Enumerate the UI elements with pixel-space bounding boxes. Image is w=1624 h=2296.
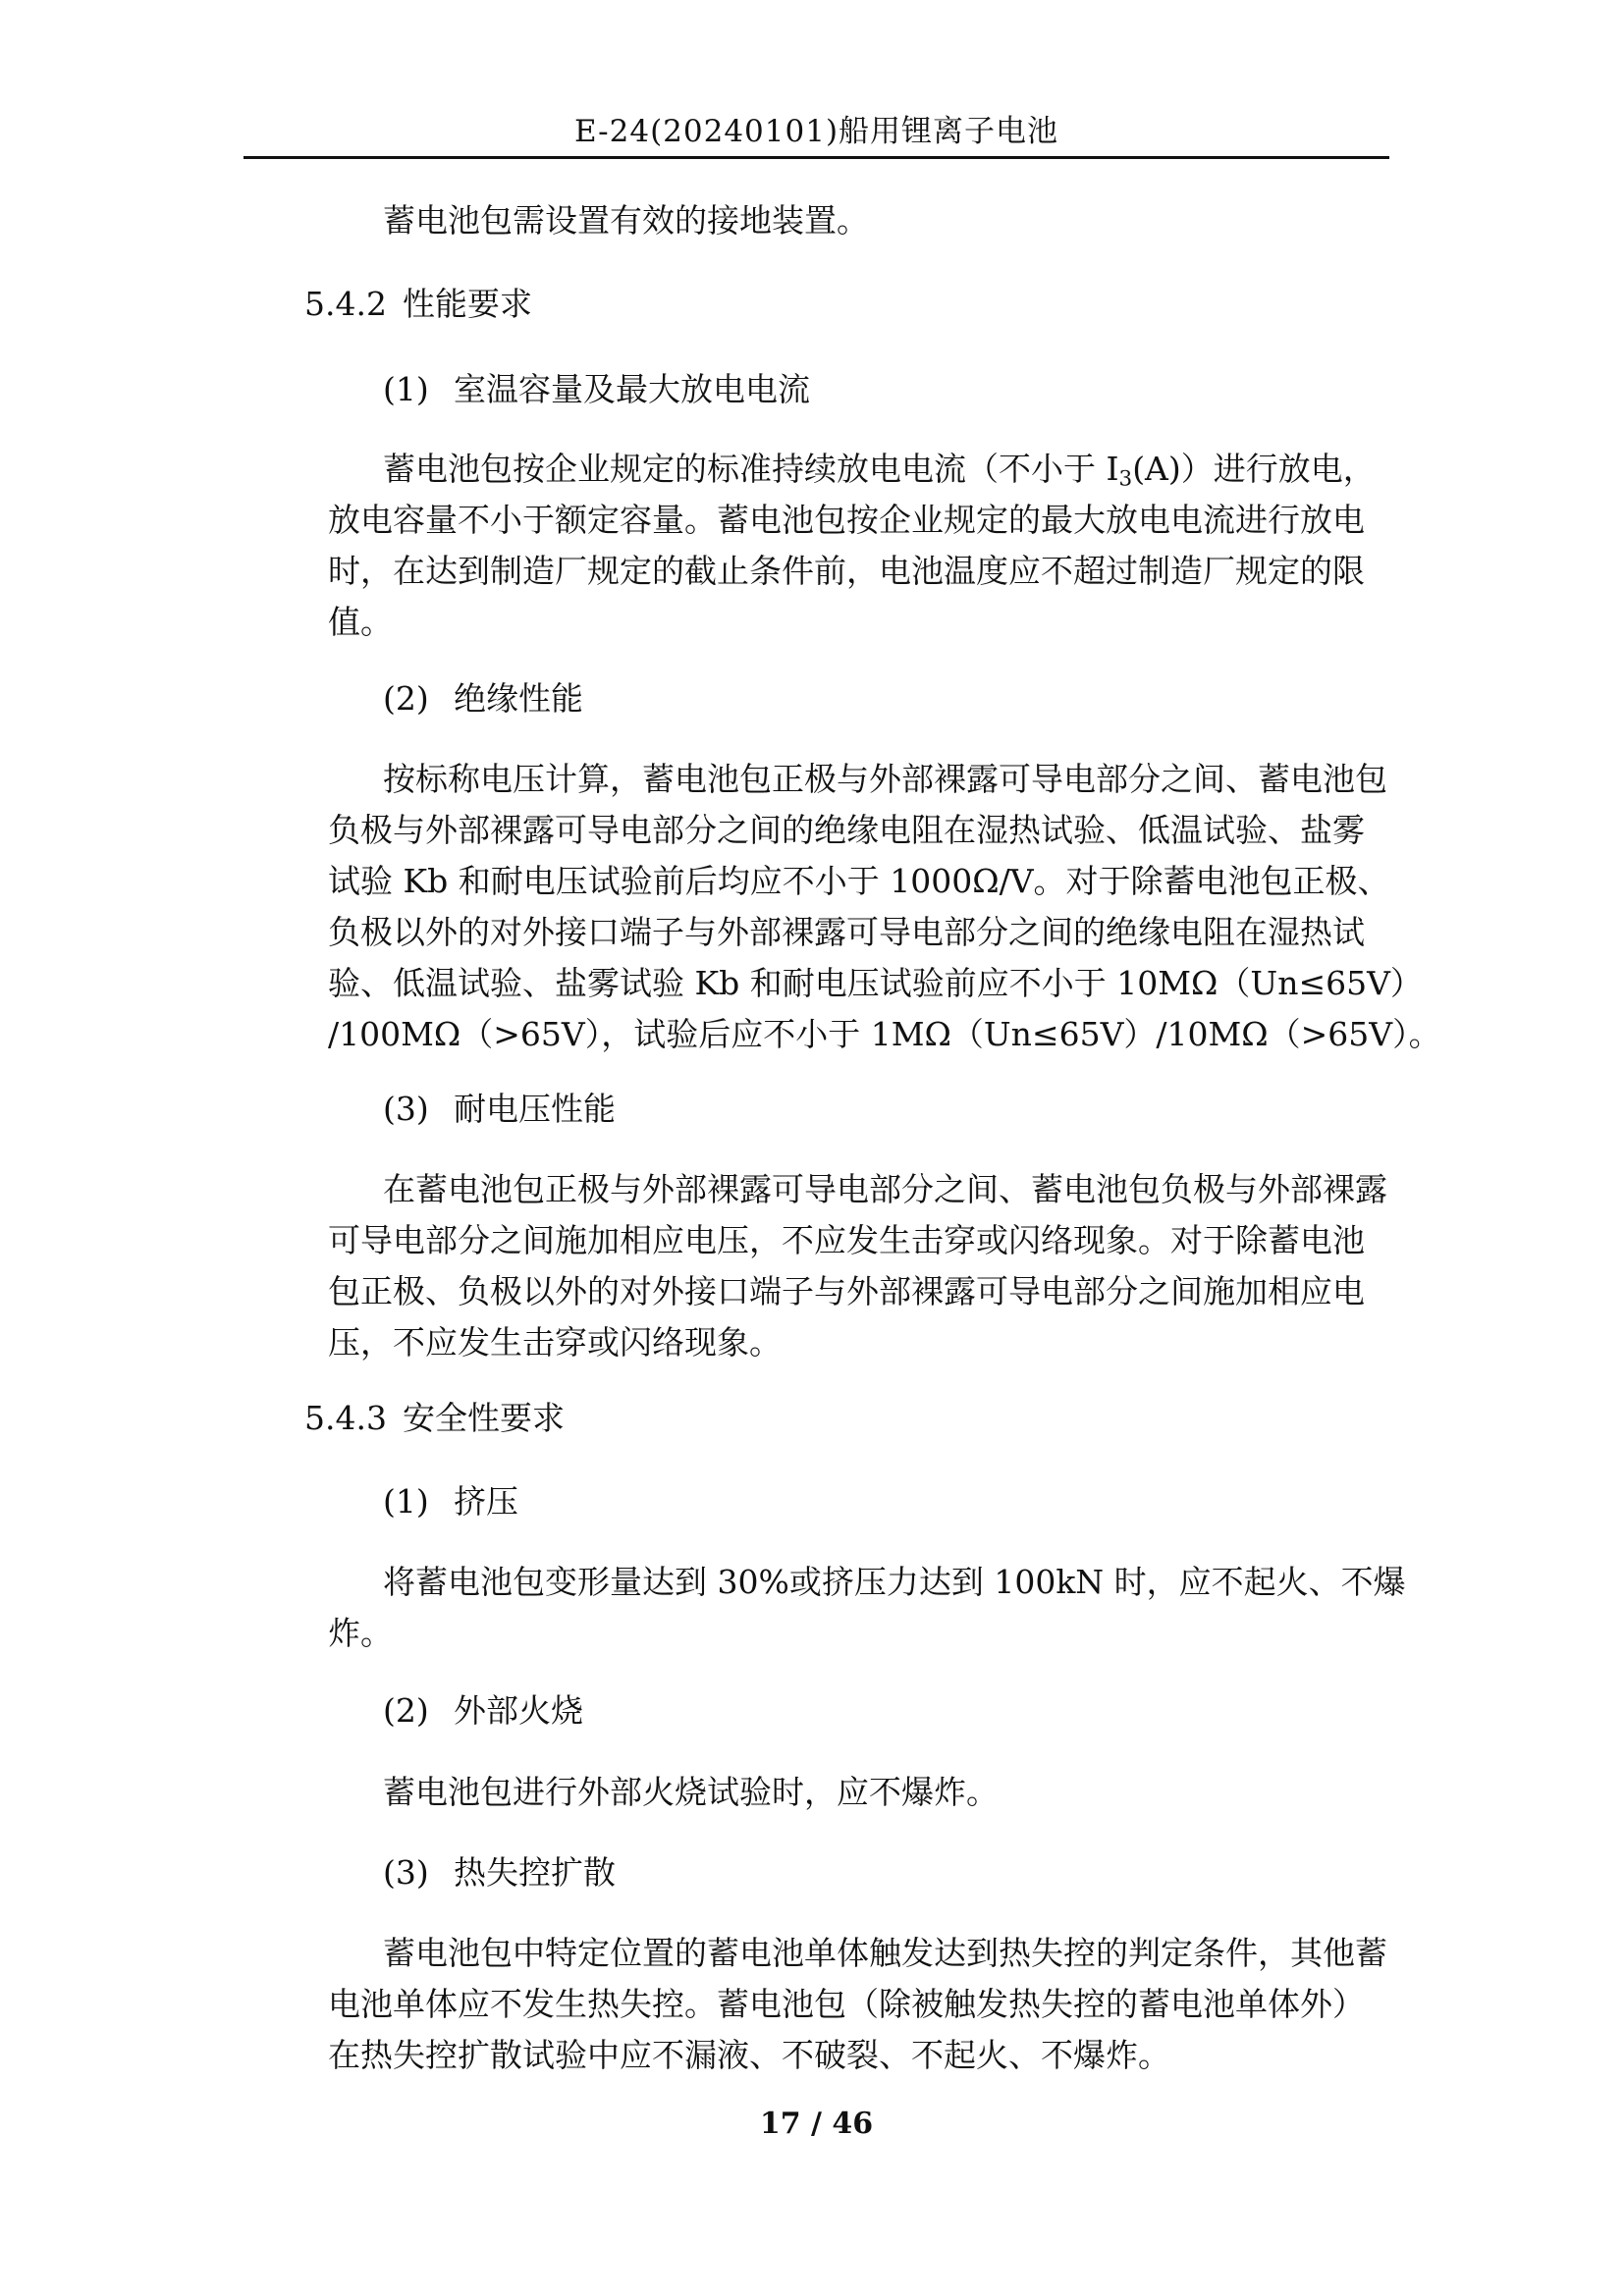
item-title: 热失控扩散 — [454, 1853, 616, 1892]
paragraph-line: 验、低温试验、盐雾试验 Kb 和耐电压试验前应不小于 10MΩ（Un≤65V） — [328, 964, 1423, 1002]
page-number: 17 / 46 — [759, 2107, 874, 2141]
item-number: (2) — [383, 1691, 429, 1730]
paragraph-line: 蓄电池包按企业规定的标准持续放电电流（不小于 $I_3(A)$）进行放电， — [383, 450, 1376, 492]
paragraph-line: 负极以外的对外接口端子与外部裸露可导电部分之间的绝缘电阻在湿热试 — [328, 913, 1365, 951]
section-number: 5.4.2 — [304, 285, 387, 323]
item-heading-withstand-voltage — [383, 1085, 616, 1134]
paragraph-thermal-propagation — [328, 1928, 1388, 2081]
paragraph-crush — [328, 1557, 1406, 1659]
section-title: 安全性要求 — [403, 1399, 565, 1437]
running-header: E-24(20240101)船用锂离子电池 — [573, 114, 1059, 149]
paragraph-withstand-voltage — [328, 1164, 1388, 1368]
paragraph-line: 可导电部分之间施加相应电压，不应发生击穿或闪络现象。对于除蓄电池 — [328, 1221, 1365, 1259]
item-heading-crush — [383, 1477, 518, 1526]
item-title: 绝缘性能 — [454, 679, 583, 718]
paragraph-external-fire: 蓄电池包进行外部火烧试验时，应不爆炸。 — [383, 1773, 999, 1811]
item-number: (1) — [383, 370, 429, 408]
paragraph-insulation — [328, 754, 1441, 1060]
item-title: 外部火烧 — [454, 1691, 583, 1730]
paragraph-line: 蓄电池包中特定位置的蓄电池单体触发达到热失控的判定条件，其他蓄 — [383, 1934, 1387, 1972]
item-number: (1) — [383, 1482, 429, 1521]
header-rule — [244, 156, 1389, 159]
paragraph-line: 按标称电压计算，蓄电池包正极与外部裸露可导电部分之间、蓄电池包 — [383, 760, 1387, 798]
item-title: 耐电压性能 — [454, 1090, 616, 1128]
paragraph-line: 试验 Kb 和耐电压试验前后均应不小于 1000Ω/V。对于除蓄电池包正极、 — [328, 862, 1390, 900]
paragraph-grounding: 蓄电池包需设置有效的接地装置。 — [383, 201, 869, 240]
item-heading-thermal-propagation — [383, 1848, 616, 1897]
paragraph-line: /100MΩ（>65V），试验后应不小于 1MΩ（Un≤65V）/10MΩ（>65V）。 — [328, 1015, 1441, 1053]
item-title: 挤压 — [454, 1482, 518, 1521]
paragraph-line: 时，在达到制造厂规定的截止条件前，电池温度应不超过制造厂规定的限 — [328, 552, 1365, 590]
item-heading-capacity — [383, 365, 810, 414]
paragraph-capacity — [328, 444, 1388, 648]
item-number: (3) — [383, 1090, 429, 1128]
paragraph-line: 负极与外部裸露可导电部分之间的绝缘电阻在湿热试验、低温试验、盐雾 — [328, 811, 1365, 849]
section-number: 5.4.3 — [304, 1399, 387, 1437]
paragraph-line: 压，不应发生击穿或闪络现象。 — [328, 1323, 782, 1362]
paragraph-line: 放电容量不小于额定容量。蓄电池包按企业规定的最大放电电流进行放电 — [328, 501, 1365, 539]
paragraph-line: 炸。 — [328, 1614, 393, 1652]
item-number: (2) — [383, 679, 429, 718]
section-title: 性能要求 — [403, 285, 532, 323]
paragraph-line: 电池单体应不发生热失控。蓄电池包（除被触发热失控的蓄电池单体外） — [328, 1985, 1365, 2023]
item-heading-insulation — [383, 674, 583, 723]
paragraph-line: 值。 — [328, 603, 393, 641]
item-number: (3) — [383, 1853, 429, 1892]
item-title: 室温容量及最大放电电流 — [454, 370, 810, 408]
paragraph-line: 在蓄电池包正极与外部裸露可导电部分之间、蓄电池包负极与外部裸露 — [383, 1170, 1387, 1208]
section-heading-5-4-3 — [304, 1394, 565, 1443]
item-heading-external-fire — [383, 1686, 583, 1735]
paragraph-line: 包正极、负极以外的对外接口端子与外部裸露可导电部分之间施加相应电 — [328, 1272, 1365, 1310]
paragraph-line: 将蓄电池包变形量达到 30%或挤压力达到 100kN 时，应不起火、不爆 — [383, 1563, 1406, 1601]
section-heading-5-4-2 — [304, 280, 532, 329]
paragraph-line: 在热失控扩散试验中应不漏液、不破裂、不起火、不爆炸。 — [328, 2036, 1170, 2074]
